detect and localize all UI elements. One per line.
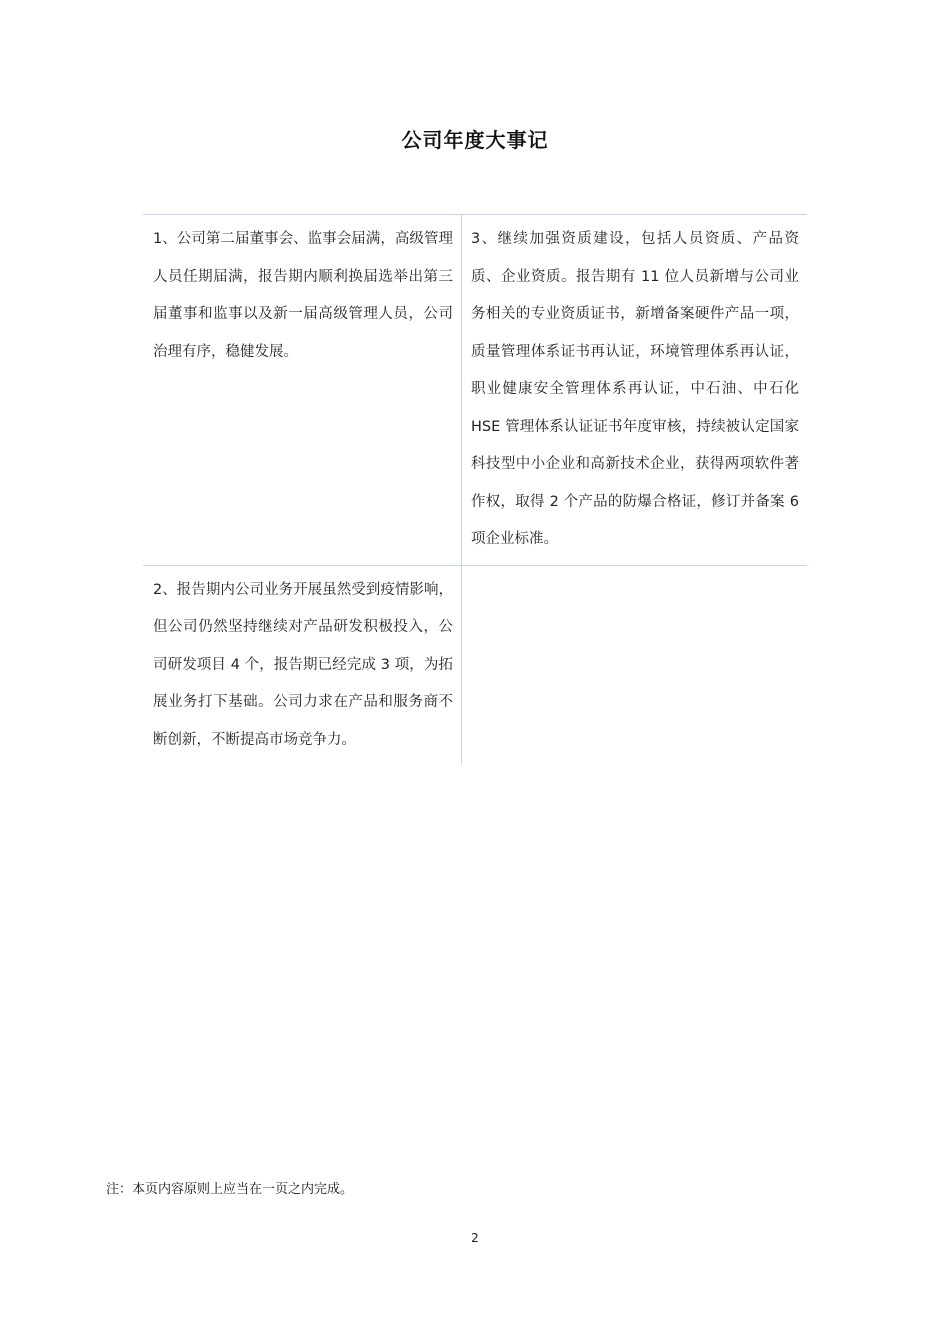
event-cell-1: 1、公司第二届董事会、监事会届满，高级管理人员任期届满，报告期内顺利换届选举出第三届董事和监事以及新一届高级管理人员，公司治理有序，稳健发展。 — [153, 231, 453, 360]
footnote: 注：本页内容原则上应当在一页之内完成。 — [106, 1182, 354, 1197]
events-row — [143, 215, 807, 566]
event-cell-empty — [461, 566, 807, 766]
events-table — [143, 214, 807, 765]
page-title: 公司年度大事记 — [401, 128, 549, 152]
page-number: 2 — [471, 1231, 479, 1245]
event-cell-3: 3、继续加强资质建设，包括人员资质、产品资质、企业资质。报告期有 11 位人员新增与公司业务相关的专业资质证书，新增备案硬件产品一项，质量管理体系证书再认证，环境管理体系再认证，职业健康安全管理体系再认证，中石油、中石化 HSE 管理体系认证证书年度审核，持续被认定国家科技型中小企业和高新技术企业，获得两项软件著作权，取得 2 个产品的防爆合格证，修订并备案 6 项企业标准。 — [461, 215, 807, 565]
events-row — [143, 566, 807, 766]
event-cell-2: 2、报告期内公司业务开展虽然受到疫情影响，但公司仍然坚持继续对产品研发积极投入，公司研发项目 4 个，报告期已经完成 3 项，为拓展业务打下基础。公司力求在产品和服务商不断创新，不断提高市场竞争力。 — [153, 581, 453, 748]
